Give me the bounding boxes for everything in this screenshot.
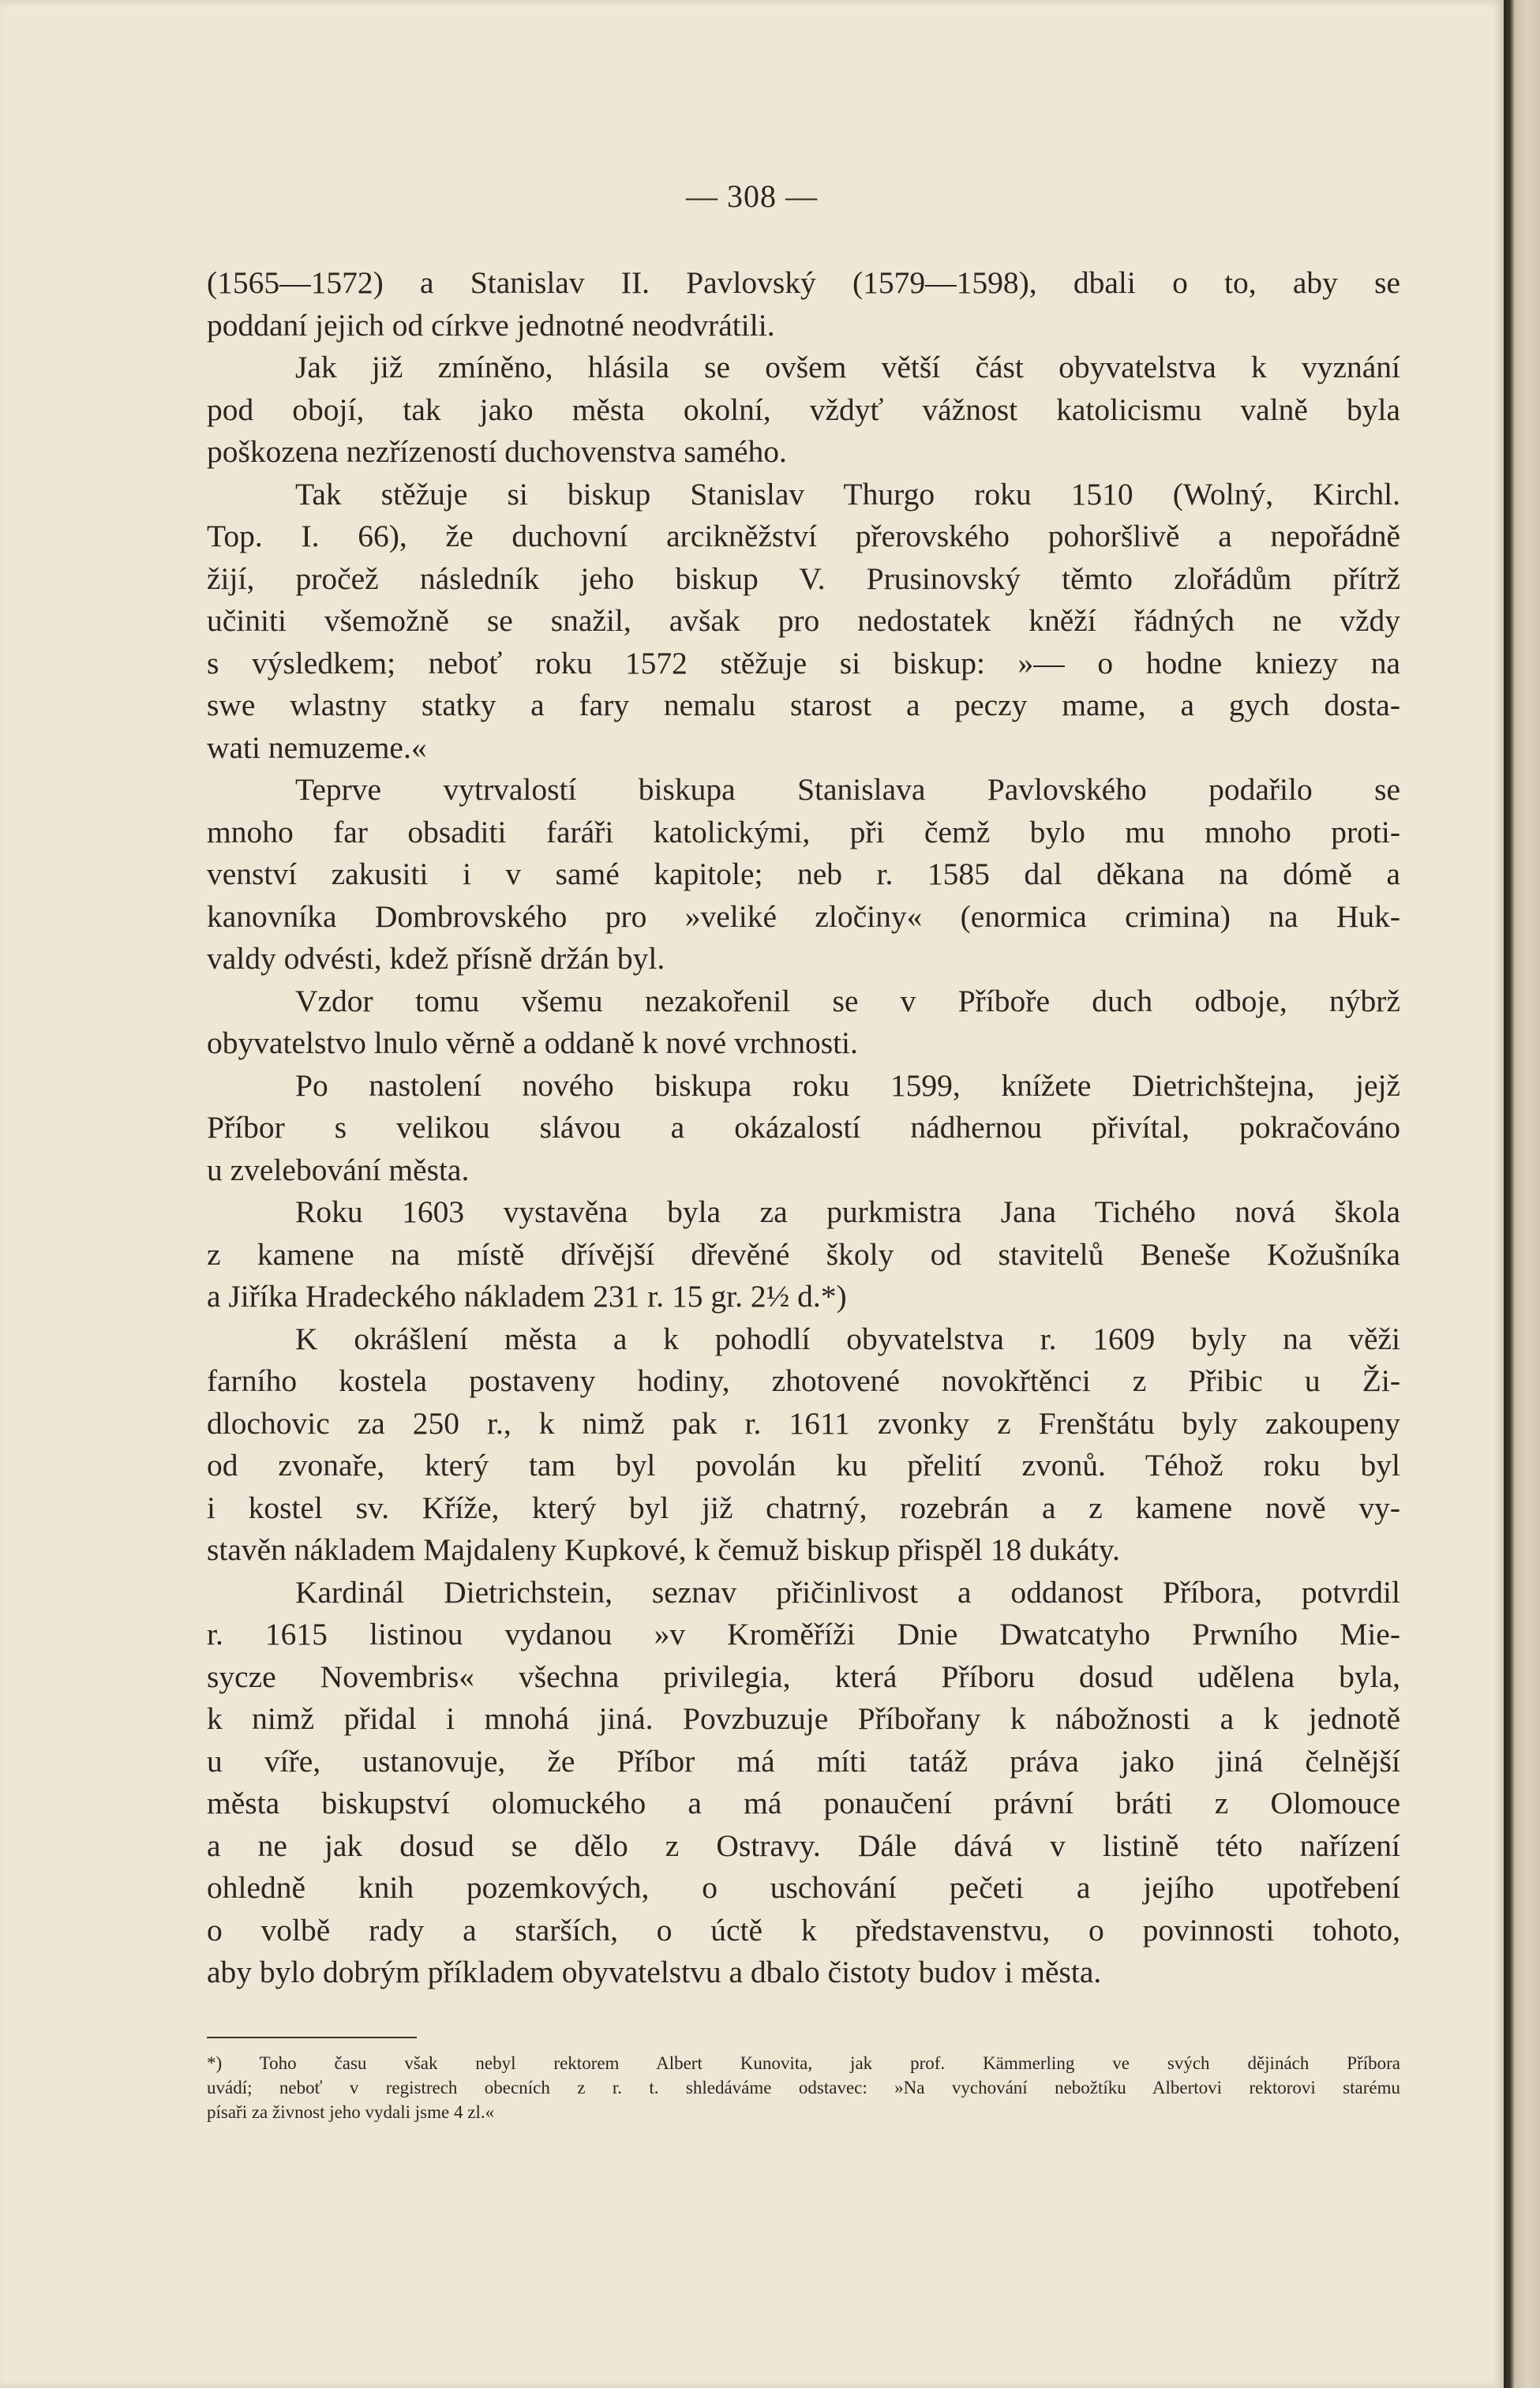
footnote-line: uvádí; neboť v registrech obecních z r. t. shledáváme odstavec: »Na vychování nebožtíku Albertovi rektorovi starému bbox=[207, 2078, 1400, 2097]
text-line: venství zakusiti i v samé kapitole; neb r. 1585 dal děkana na dómě a bbox=[207, 857, 1400, 891]
text-line: pod obojí, tak jako města okolní, vždyť vážnost katolicismu valně byla bbox=[207, 392, 1400, 427]
text-line: r. 1615 listinou vydanou »v Kroměříži Dnie Dwatcatyho Prwního Mie- bbox=[207, 1617, 1400, 1651]
book-gutter bbox=[1504, 0, 1540, 2388]
text-line: aby bylo dobrým příkladem obyvatelstvu a dbalo čistoty budov i města. bbox=[207, 1955, 1102, 1989]
text-line: sycze Novembris« všechna privilegia, která Příboru dosud udělena byla, bbox=[207, 1659, 1400, 1694]
footnote-line: *) Toho času však nebyl rektorem Albert Kunovita, jak prof. Kämmerling ve svých dějinách Příbora bbox=[207, 2053, 1400, 2073]
text-line: mnoho far obsaditi faráři katolickými, při čemž bylo mu mnoho proti- bbox=[207, 814, 1400, 849]
text-line: (1565—1572) a Stanislav II. Pavlovský (1579—1598), dbali o to, aby se bbox=[207, 265, 1400, 300]
text-line: i kostel sv. Kříže, který byl již chatrný, rozebrán a z kamene nově vy- bbox=[207, 1490, 1400, 1525]
text-line: farního kostela postaveny hodiny, zhotovené novokřtěnci z Přibic u Ži- bbox=[207, 1363, 1400, 1398]
text-line: města biskupství olomuckého a má ponaučení právní bráti z Olomouce bbox=[207, 1786, 1400, 1820]
text-line: stavěn nákladem Majdaleny Kupkové, k čemuž biskup přispěl 18 dukáty. bbox=[207, 1532, 1120, 1567]
footnote bbox=[207, 2051, 1400, 2124]
text-line: kanovníka Dombrovského pro »veliké zločiny« (enormica crimina) na Huk- bbox=[207, 898, 1400, 934]
text-line: a Jiříka Hradeckého nákladem 231 r. 15 gr. 2½ d.*) bbox=[207, 1279, 847, 1314]
text-line: od zvonaře, který tam byl povolán ku přelití zvonů. Téhož roku byl bbox=[207, 1448, 1400, 1483]
text-line: K okrášlení města a k pohodlí obyvatelstva r. 1609 byly na věži bbox=[295, 1321, 1400, 1356]
text-line: obyvatelstvo lnulo věrně a oddaně k nové vrchnosti. bbox=[207, 1025, 858, 1060]
text-line: Tak stěžuje si biskup Stanislav Thurgo roku 1510 (Wolný, Kirchl. bbox=[295, 476, 1400, 512]
text-line: učiniti všemožně se snažil, avšak pro nedostatek kněží řádných ne vždy bbox=[207, 603, 1400, 638]
text-line: Teprve vytrvalostí biskupa Stanislava Pavlovského podařilo se bbox=[295, 772, 1400, 807]
text-line: a ne jak dosud se dělo z Ostravy. Dále dává v listině této nařízení bbox=[207, 1828, 1400, 1863]
text-line: s výsledkem; neboť roku 1572 stěžuje si biskup: »— o hodne kniezy na bbox=[207, 645, 1400, 680]
text-line: poddaní jejich od církve jednotné neodvrátili. bbox=[207, 307, 775, 343]
text-line: dlochovic za 250 r., k nimž pak r. 1611 zvonky z Frenštátu byly zakoupeny bbox=[207, 1405, 1400, 1441]
text-line: Kardinál Dietrichstein, seznav přičinlivost a oddanost Příbora, potvrdil bbox=[295, 1574, 1400, 1610]
text-line: poškozena nezřízeností duchovenstva samého. bbox=[207, 434, 787, 469]
text-line: z kamene na místě dřívější dřevěné školy od stavitelů Beneše Kožušníka bbox=[207, 1236, 1400, 1272]
text-line: wati nemuzeme.« bbox=[207, 729, 427, 765]
text-line: swe wlastny statky a fary nemalu starost a peczy mame, a gych dosta- bbox=[207, 688, 1400, 722]
text-line: Top. I. 66), že duchovní arcikněžství přerovského pohoršlivě a nepořádně bbox=[207, 519, 1400, 553]
text-line: Po nastolení nového biskupa roku 1599, knížete Dietrichštejna, jejž bbox=[295, 1067, 1400, 1103]
footnote-line: písaři za živnost jeho vydali jsme 4 zl.« bbox=[207, 2102, 495, 2122]
text-line: o volbě rady a starších, o úctě k představenstvu, o povinnosti tohoto, bbox=[207, 1912, 1400, 1948]
text-line: u zvelebování města. bbox=[207, 1152, 470, 1187]
text-line: u víře, ustanovuje, že Příbor má míti tatáž práva jako jiná čelnější bbox=[207, 1743, 1400, 1779]
text-line: Jak již zmíněno, hlásila se ovšem větší část obyvatelstva k vyznání bbox=[295, 350, 1400, 384]
page-number: — 308 — bbox=[686, 178, 818, 214]
text-line: k nimž přidal i mnohá jiná. Povzbuzuje Příbořany k nábožnosti a k jednotě bbox=[207, 1701, 1400, 1736]
text-line: Roku 1603 vystavěna byla za purkmistra Jana Tichého nová škola bbox=[295, 1194, 1400, 1229]
text-line: Příbor s velikou slávou a okázalostí nádhernou přivítal, pokračováno bbox=[207, 1110, 1400, 1145]
text-line: valdy odvésti, kdež přísně držán byl. bbox=[207, 941, 665, 976]
footnote-rule bbox=[207, 2037, 417, 2038]
text-line: žijí, pročež následník jeho biskup V. Prusinovský těmto zlořádům přítrž bbox=[207, 560, 1400, 596]
body-text bbox=[207, 262, 1400, 1994]
text-line: ohledně knih pozemkových, o uschování pečeti a jejího upotřebení bbox=[207, 1870, 1400, 1905]
text-line: Vzdor tomu všemu nezakořenil se v Příboře duch odboje, nýbrž bbox=[295, 983, 1400, 1018]
